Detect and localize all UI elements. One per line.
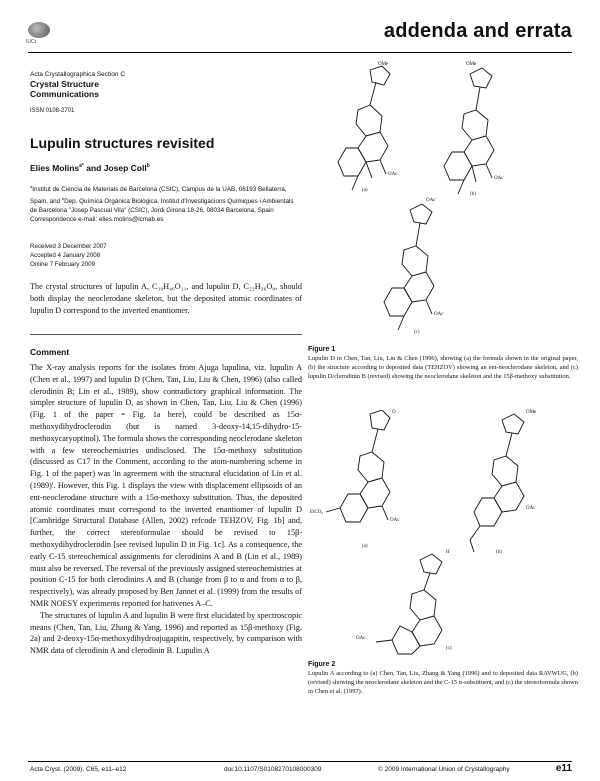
article-title: Lupulin structures revisited	[30, 135, 215, 151]
header-divider	[28, 52, 572, 53]
section-title: addenda and errata	[383, 20, 572, 42]
fig1b-ome-label: OMe	[466, 62, 477, 67]
date-online: Online 7 February 2009	[30, 260, 96, 268]
fig1b-oac-label: OAc	[494, 176, 504, 181]
figure-1c-label: (c)	[414, 330, 420, 335]
figure-2c-structure	[376, 554, 442, 654]
figure-1-caption: Lupulin D in Chen, Tan, Liu, Liu & Chen (1996), showing (a) the formula shown in the original paper, (b) the structure according to deposited data (TEHZOV) showing an ent-neoclerodane skeleton, and (c) lupulin D/clerodinin B (revised) showing the neoclerodane skeleton and the 15β-methoxy substitution.	[308, 355, 578, 380]
abstract-divider	[30, 334, 302, 335]
body-text	[30, 362, 302, 758]
fig2b-oac-label: OAc	[526, 506, 536, 511]
author-2: Josep Coll	[103, 163, 147, 173]
affiliation	[30, 183, 302, 224]
journal-logo	[28, 22, 54, 48]
figure-1a-structure	[338, 66, 390, 190]
correspondence-email[interactable]: Correspondence e-mail: elies.molins@icmab.es	[30, 215, 164, 223]
figure-1-title: Figure 1	[308, 346, 336, 353]
fig1c-oac-bottom-label: OAc	[434, 312, 444, 317]
figure-2-structures	[306, 410, 580, 655]
authors	[30, 163, 150, 173]
journal-name	[30, 80, 190, 99]
figure-2a-structure	[326, 410, 390, 522]
fig2a-etco2-label: EtCO₂	[310, 510, 324, 515]
article-dates	[30, 243, 107, 269]
author-2-sup: b	[146, 163, 150, 170]
fig1a-oac-label: OAc	[388, 172, 398, 177]
figure-2b-label: (b)	[496, 550, 502, 555]
figure-1c-structure	[384, 204, 434, 330]
date-accepted: Accepted 4 January 2008	[30, 251, 101, 259]
affil-a-sup: a	[30, 184, 33, 189]
fig1a-ome-label: OMe	[378, 62, 389, 67]
figure-1a-label: (a)	[362, 188, 368, 193]
logo-text: IUCr	[26, 39, 37, 45]
journal-section-line: Acta Crystallographica Section C	[30, 71, 126, 78]
comment-heading: Comment	[30, 347, 70, 357]
author-1: Elies Molins	[30, 163, 80, 173]
body-paragraph-1: The X-ray analysis reports for the isolates from Ajuga lupulina, viz. lupulin A (Chen et al., 1997) and lupulin D (Chen, Tan, Liu, Liu & Chen, 1996) (also called clerodinin B; Lin et al., 1989), show contradictory graphical information. The simpler structure of lupulin D, as shown in Chen, Tan, Liu, Liu & Chen (1996) (Fig. 1 of the paper = Fig. 1a here), could be described as 15α-methoxydihydroclerodin (but is named 3-deoxy-14,15-dihydro-15-methoxycaryoptinol). The formula shows the corresponding neoclerodane skeleton with a few stereochemistries undisclosed. The 15α-methoxy substitution (discussed as C17 in the Comment, according to the atom-numbering scheme in Fig. 1 of the paper) was 'in agreement with the structural elucidation of Lin et al. (1989)'. However, this Fig. 1 displays the view with displacement ellipsoids of an ent-neoclerodane structure with a 15α-methoxy substitution. Thus, the deposited atomic coordinates must correspond to the inverted enantiomer of lupulin D [Cambridge Structural Database (Allen, 2002) refcode TEHZOV, Fig. 1b] and, further, the correct stereoformulae should be revised to 15β-methoxydihydroclerodin [see revised lupulin D in Fig. 1c]. As a consequence, the early C-15 stereochemical assignments for clerodinins A and B (Lin et al., 1989) must also be reversed. The reversal of the previously assigned stereochemistries at position C-15 for both clerodinins A and B (change from β to α and from α to β, respectively), was already proposed by Ben Jannet et al. (1999) from the results of NMR NOESY experiments reported for hativenes A–C.	[30, 363, 302, 608]
fig2c-oac-label: OAc	[356, 636, 366, 641]
figure-2b-structure	[470, 414, 524, 552]
author-separator: and	[83, 163, 104, 173]
figure-1b-structure	[444, 68, 494, 194]
fig2a-oac-label: OAc	[390, 518, 400, 523]
footer-copyright: © 2009 International Union of Crystallography	[378, 766, 510, 773]
body-paragraph-2: The structures of lupulin A and lupulin B were first elucidated by spectroscopic means (Chen, Tan, Liu, Zhang & Yang, 1996) and reported as 15β-methoxy (Fig. 2a) and 2-deoxy-15α-methoxydihydroajugapitin, respectively, by comparison with NMR data of clerodinin A and clerodinin B. Lupulin A	[30, 610, 302, 656]
journal-name-line2: Communications	[30, 88, 99, 99]
journal-name-line1: Crystal Structure	[30, 79, 99, 89]
figure-1-structures	[330, 60, 580, 338]
footer-citation: Acta Cryst. (2009). C65, e11–e12	[30, 766, 127, 773]
fig2a-o-label: O	[392, 410, 396, 415]
fig1c-oac-label: OAc	[426, 198, 436, 203]
abstract: The crystal structures of lupulin A, C₃₀H₄₆O₁₁, and lupulin D, C₂₃H₃₆O₈, should both display the neoclerodane skeleton, but the deposited atomic coordinates of lupulin D correspond to the inverted enantiomer.	[30, 282, 302, 315]
issn: ISSN 0108-2701	[30, 108, 75, 114]
figure-2-title: Figure 2	[308, 661, 336, 668]
figure-2a-label: (a)	[362, 544, 368, 549]
figure-2c-label: (c)	[446, 646, 452, 651]
date-received: Received 3 December 2007	[30, 243, 107, 250]
fig2c-h-label: H	[446, 550, 450, 555]
affiliation-b: Dep. Química Orgànica Biològica, Institut d'Investigacions Químiques i Ambientals de Barcelona "Josep Pascual Vila" (CSIC), Jordi Girona 18-26, 08034 Barcelona, Spain	[30, 197, 294, 214]
fig2b-ome-label: OMe	[526, 410, 537, 415]
figure-1b-label: (b)	[470, 192, 476, 197]
affiliation-a: Institut de Ciència de Materials de Barcelona (CSIC), Campus de la UAB, 08193 Bellaterra, Spain, and	[30, 186, 287, 205]
affil-b-sup: b	[61, 195, 65, 201]
author-1-sup: a*	[79, 163, 84, 170]
footer-divider	[28, 761, 572, 762]
footer-doi[interactable]: doi:10.1107/S0108270108000309	[224, 766, 322, 773]
page-number: e11	[555, 763, 572, 774]
figure-2-caption: Lupulin A according to (a) Chen, Tan, Liu, Zhang & Yang (1996) and to deposited data RAVWUG, (b) (revised) showing the neoclerodane skeleton and the C-15 α-substituent, and (c) the stereoformula shown in Chen et al. (1997).	[308, 670, 578, 695]
